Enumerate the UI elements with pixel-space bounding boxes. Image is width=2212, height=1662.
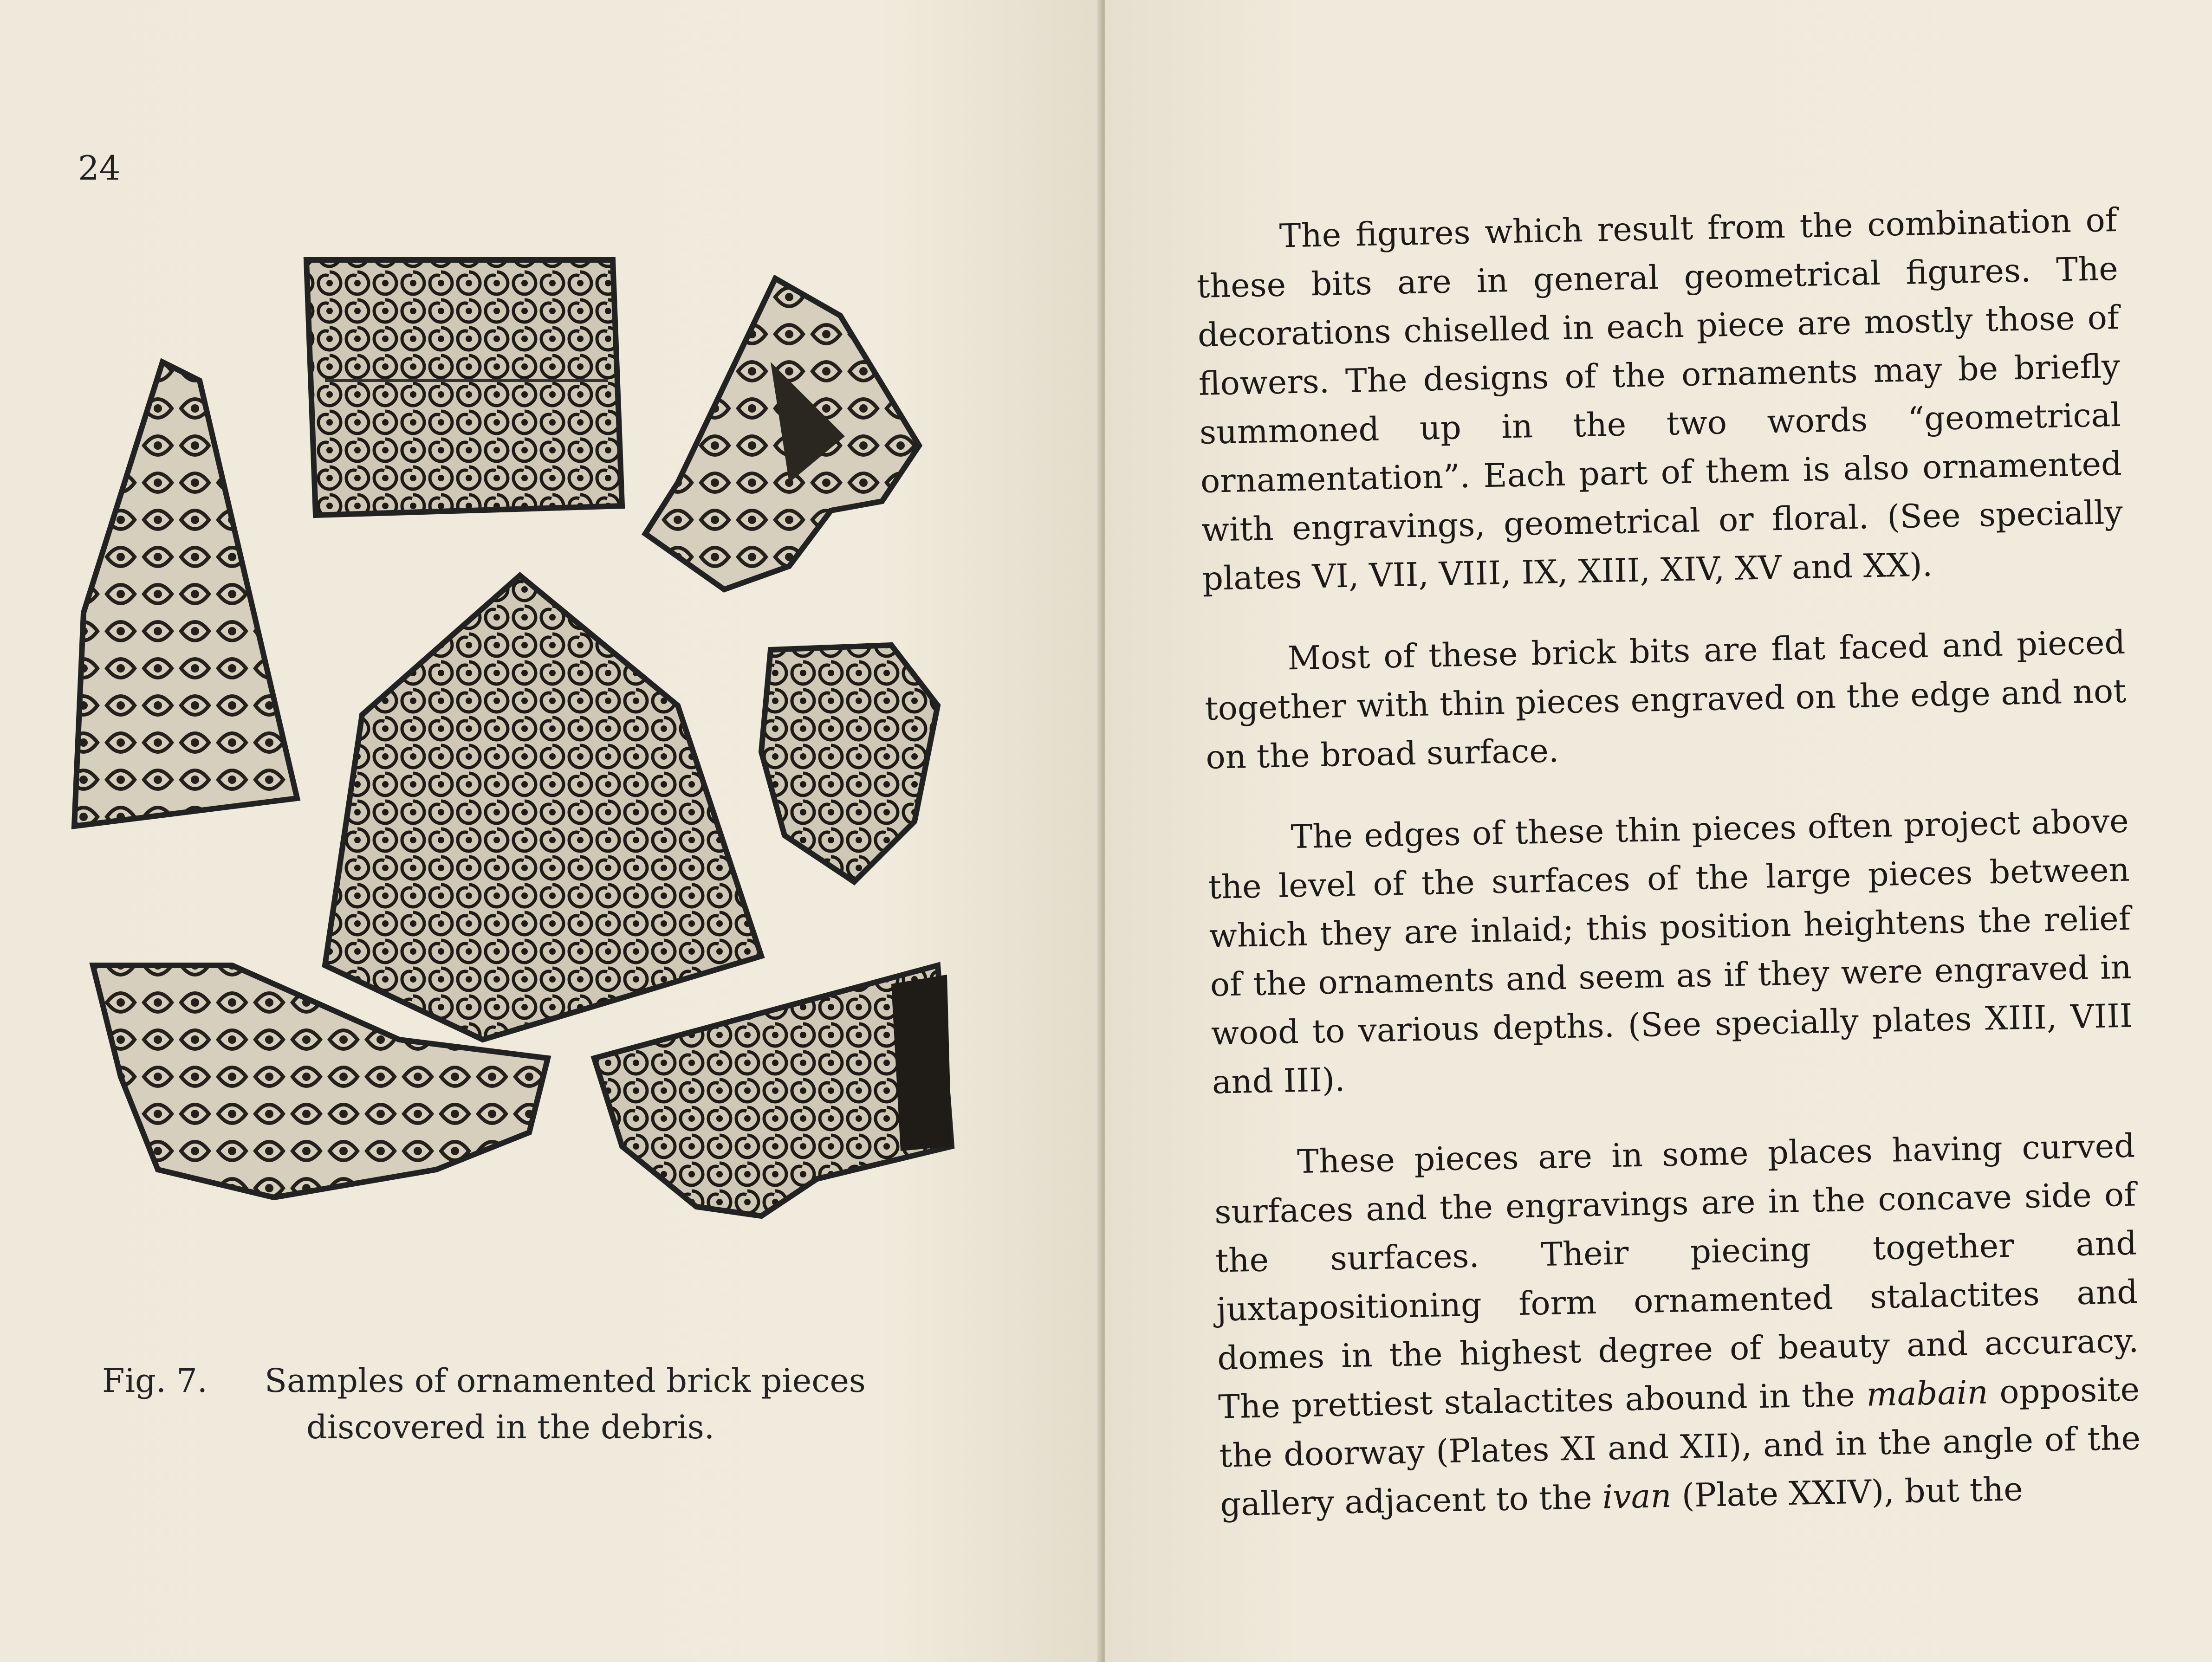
page-number-left: 24 xyxy=(78,149,121,188)
brick-pieces-illustration xyxy=(65,241,993,1309)
brick-piece-pentagon xyxy=(325,576,761,1040)
brick-piece-rectangle xyxy=(306,260,622,515)
brick-piece-bracket-upper xyxy=(645,278,919,589)
paragraph-3: The edges of these thin pieces often project above the level of the surfaces of the large pieces between which they are inlaid; this position heightens the relief of the ornaments and seem as if they were engraved in wood to various depths. (See specially plates XIII, VIII and III). xyxy=(1208,802,2133,1101)
brick-piece-triangle xyxy=(74,362,297,826)
left-page xyxy=(0,0,1101,1662)
paragraph-1: The figures which result from the combination of these bits are in general geometrical figures. The decorations chiselled in each piece are mostly those of flowers. The designs of the ornaments may be briefly summoned up in the two words “geometrical ornamentation”. Each part of them is also ornamented with engravings, geometrical or floral. (See specially plates VI, VII, VIII, IX, XIII, XIV, XV and XX). xyxy=(1196,200,2123,598)
paragraph-2: Most of these brick bits are flat faced and pieced together with thin pieces engraved on the edge and not on the broad surface. xyxy=(1204,623,2127,776)
figure-label: Fig. 7. xyxy=(102,1362,208,1400)
figure-7-brick-samples xyxy=(65,241,993,1309)
term-ivan: ivan xyxy=(1602,1476,1672,1516)
term-mabain: mabain xyxy=(1866,1373,1989,1414)
figure-caption xyxy=(102,1358,984,1450)
caption-line-2: discovered in the debris. xyxy=(306,1408,715,1446)
paragraph-4: These pieces are in some places having curved surfaces and the engravings are in the concave side of the surfaces. Their piecing together and juxtapositioning form ornamented stalactites and domes in the highest degree of beauty and accuracy. The prettiest stalactites abound in the mabain opposite the doorway (Plates XI and XII), and in the angle of the gallery adjacent to the ivan (Plate XXIV), but the xyxy=(1214,1126,2141,1524)
body-text xyxy=(1195,196,2142,1562)
caption-line-1: Samples of ornamented brick pieces xyxy=(265,1362,866,1400)
brick-piece-shield xyxy=(761,645,938,882)
brick-piece-bracket-lower xyxy=(594,965,952,1216)
